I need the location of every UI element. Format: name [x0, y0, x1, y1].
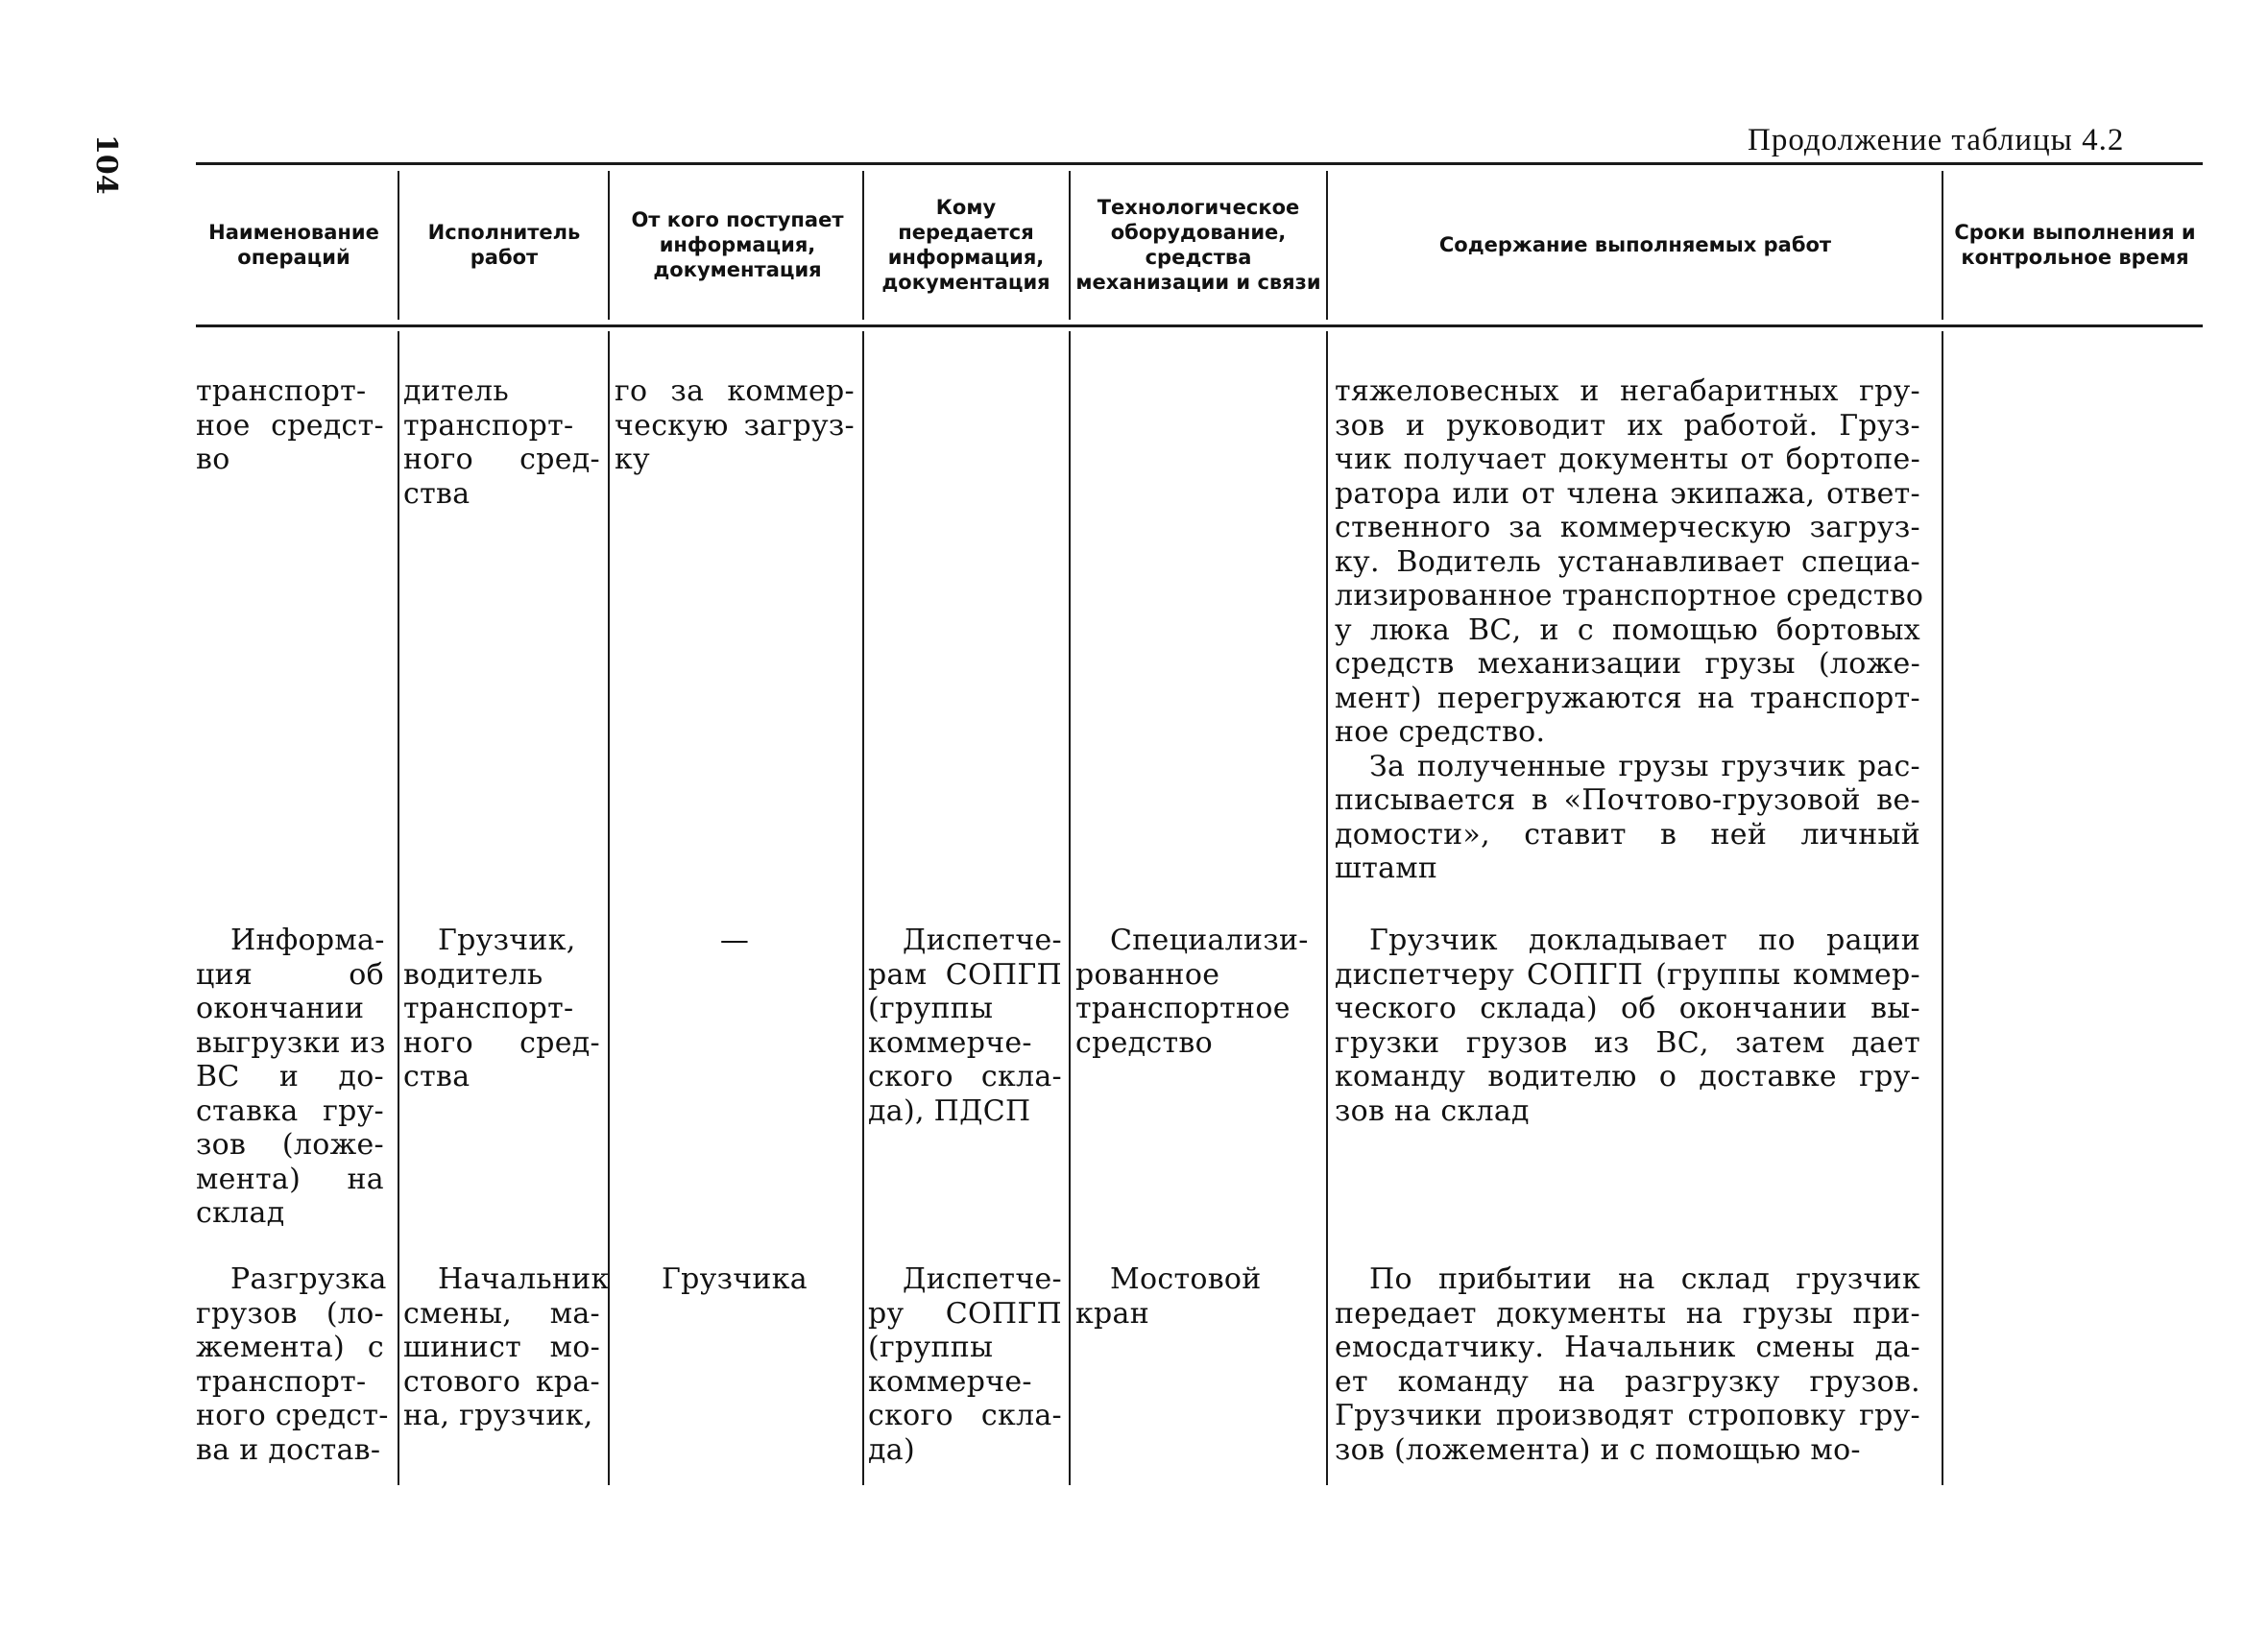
text-line: Мостовой	[1110, 1262, 1262, 1296]
text-line: тяжеловесных и негабаритных гру-	[1335, 374, 1920, 408]
page-number: 104	[89, 134, 123, 195]
text-line: транспортное	[1075, 992, 1291, 1025]
text-line: жемента) с	[196, 1331, 384, 1364]
text-line: ного сред-	[403, 1025, 600, 1060]
cell-operation	[196, 1262, 389, 1467]
text-line: грузки грузов из ВС, затем дает	[1335, 1025, 1920, 1060]
text-line: ственного за коммерческую загруз-	[1335, 511, 1920, 544]
cell-equipment	[1075, 924, 1321, 1060]
text-line: зов (ложемента) и с помощью мо-	[1335, 1432, 1861, 1467]
text-line: транспорт-	[196, 1364, 367, 1399]
text-line: транспорт-	[196, 374, 367, 408]
text-line: ского скла-	[868, 1399, 1062, 1432]
cell-info-source	[615, 374, 855, 477]
text-line: чик получает документы от бортопе-	[1335, 443, 1920, 476]
text-line: склад	[196, 1196, 285, 1230]
text-line: Начальник	[438, 1262, 610, 1296]
text-line: транспорт-	[403, 408, 574, 443]
text-line: домости», ставит в ней личный	[1335, 817, 1920, 852]
header-bottom-rule	[196, 324, 2203, 327]
text-line: рованное	[1075, 957, 1220, 992]
table-continuation-title: Продолжение таблицы 4.2	[1748, 123, 2125, 157]
text-line: ва и достав-	[196, 1432, 381, 1467]
cell-operation	[196, 374, 384, 477]
text-line: —	[719, 924, 750, 957]
column-divider	[1942, 331, 1943, 1485]
text-line: ставка гру-	[196, 1093, 384, 1128]
text-line: ства	[403, 476, 470, 511]
text-line: шинист мо-	[403, 1331, 600, 1364]
text-line: выгрузки из	[196, 1025, 386, 1060]
text-line: лизированное транспортное средство	[1335, 579, 1924, 612]
text-line: Специализи-	[1110, 924, 1309, 957]
header-divider	[398, 171, 399, 320]
cell-work-content	[1335, 924, 1920, 1128]
cell-operation	[196, 924, 384, 1231]
text-line: средство	[1075, 1025, 1213, 1060]
cell-executor	[403, 1262, 610, 1433]
text-line: ет команду на разгрузку грузов.	[1335, 1364, 1920, 1399]
text-line: окончании	[196, 992, 365, 1025]
text-line: коммерче-	[868, 1364, 1032, 1399]
header-operation-name: Наименование операций	[208, 221, 379, 269]
cell-executor	[403, 924, 600, 1094]
text-line: Грузчика	[662, 1262, 808, 1296]
cell-work-content	[1335, 374, 1924, 886]
text-line: По прибытии на склад грузчик	[1369, 1262, 1920, 1296]
text-line: на, грузчик,	[403, 1399, 593, 1432]
text-line: водитель	[403, 957, 543, 992]
header-executor: Исполнитель работ	[427, 221, 581, 269]
text-line: Диспетче-	[903, 1262, 1062, 1296]
text-line: писывается в «Почтово-грузовой ве-	[1335, 783, 1920, 817]
text-line: во	[196, 443, 230, 476]
text-line: грузов (ло-	[196, 1296, 384, 1331]
text-line: зов (ложе-	[196, 1128, 384, 1162]
text-line: Грузчик докладывает по рации	[1369, 924, 1920, 957]
cell-info-source	[615, 1262, 855, 1297]
text-line: ного средст-	[196, 1399, 389, 1432]
text-line: ческую загруз-	[615, 408, 855, 443]
text-line: (группы	[868, 992, 994, 1025]
cell-work-content	[1335, 1262, 1920, 1467]
header-equipment: Технологическое оборудование, средства механизации и связи	[1075, 196, 1321, 294]
text-line: ку	[615, 443, 651, 476]
text-line: За полученные грузы грузчик рас-	[1369, 749, 1920, 783]
text-line: мент) перегружаются на транспорт-	[1335, 681, 1920, 715]
text-line: коммерче-	[868, 1025, 1032, 1060]
header-divider	[862, 171, 864, 320]
text-line: диспетчеру СОПГП (группы коммер-	[1335, 957, 1920, 992]
header-deadlines: Сроки выполнения и контрольное время	[1954, 221, 2196, 269]
text-line: передает документы на грузы при-	[1335, 1296, 1920, 1331]
text-line: ру СОПГП	[868, 1296, 1062, 1331]
text-line: у люка ВС, и с помощью бортовых	[1335, 612, 1920, 647]
header-divider	[608, 171, 610, 320]
column-divider	[398, 331, 399, 1485]
text-line: да)	[868, 1432, 915, 1467]
cell-info-recipient	[868, 1262, 1062, 1467]
header-info-recipient: Кому передается информация, документация	[881, 196, 1050, 294]
header-divider	[1326, 171, 1328, 320]
text-line: ное средство.	[1335, 715, 1546, 749]
text-line: смены, ма-	[403, 1296, 600, 1331]
text-line: ция об	[196, 957, 384, 992]
text-line: мента) на	[196, 1162, 384, 1196]
column-divider	[1326, 331, 1328, 1485]
text-line: (группы	[868, 1331, 994, 1364]
text-line: го за коммер-	[615, 374, 855, 408]
text-line: ное средст-	[196, 408, 384, 443]
text-line: Информа-	[230, 924, 385, 957]
cell-info-source	[615, 924, 855, 958]
cell-info-recipient	[868, 924, 1062, 1128]
cell-executor	[403, 374, 600, 511]
header-divider	[1069, 171, 1071, 320]
text-line: ства	[403, 1060, 470, 1093]
text-line: ского скла-	[868, 1060, 1062, 1093]
column-divider	[1069, 331, 1071, 1485]
text-line: ческого склада) об окончании вы-	[1335, 992, 1920, 1025]
text-line: Грузчик,	[438, 924, 576, 957]
column-divider	[608, 331, 610, 1485]
text-line: зов и руководит их работой. Груз-	[1335, 408, 1920, 443]
text-line: средств механизации грузы (ложе-	[1335, 647, 1920, 681]
text-line: стового кра-	[403, 1364, 600, 1399]
header-work-content: Содержание выполняемых работ	[1438, 233, 1832, 256]
text-line: рам СОПГП	[868, 957, 1062, 992]
text-line: зов на склад	[1335, 1093, 1530, 1128]
text-line: кран	[1075, 1296, 1150, 1331]
text-line: ВС и до-	[196, 1060, 384, 1093]
text-line: емосдатчику. Начальник смены да-	[1335, 1331, 1920, 1364]
table-top-rule	[196, 162, 2203, 165]
text-line: дитель	[403, 374, 510, 408]
header-divider	[1942, 171, 1943, 320]
text-line: ку. Водитель устанавливает специа-	[1335, 544, 1920, 579]
text-line: штамп	[1335, 852, 1438, 885]
cell-equipment	[1075, 1262, 1321, 1331]
text-line: ного сред-	[403, 443, 600, 476]
text-line: Диспетче-	[903, 924, 1062, 957]
text-line: Грузчики производят строповку гру-	[1335, 1399, 1920, 1432]
text-line: транспорт-	[403, 992, 574, 1025]
header-info-source: От кого поступает информация, документация	[631, 208, 844, 281]
text-line: да), ПДСП	[868, 1093, 1031, 1128]
text-line: команду водителю о доставке гру-	[1335, 1060, 1920, 1093]
column-divider	[862, 331, 864, 1485]
text-line: ратора или от члена экипажа, ответ-	[1335, 476, 1920, 511]
text-line: Разгрузка	[230, 1262, 387, 1296]
